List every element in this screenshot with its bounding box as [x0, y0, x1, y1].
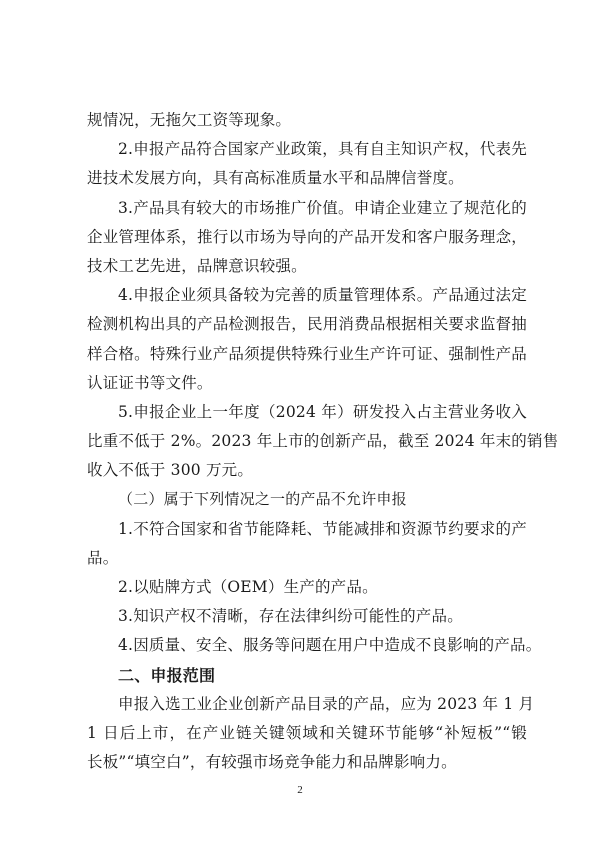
paragraph-line: 认证证书等文件。	[87, 373, 213, 392]
paragraph-line: 收入不低于 300 万元。	[87, 461, 254, 480]
paragraph-line: 2.申报产品符合国家产业政策，具有自主知识产权，代表先	[118, 140, 527, 159]
paragraph-line: 检测机构出具的产品检测报告，民用消费品根据相关要求监督抽	[87, 315, 527, 334]
paragraph-line: 3.知识产权不清晰，存在法律纠纷可能性的产品。	[118, 607, 463, 626]
paragraph-line: 1.不符合国家和省节能降耗、节能减排和资源节约要求的产	[118, 519, 527, 538]
paragraph-line: 长板”“填空白”，有较强市场竞争能力和品牌影响力。	[87, 753, 457, 772]
paragraph-line: 5.申报企业上一年度（2024 年）研发投入占主营业务收入	[118, 402, 527, 421]
paragraph-line: 4.因质量、安全、服务等问题在用户中造成不良影响的产品。	[118, 636, 542, 655]
paragraph-line: 申报入选工业企业创新产品目录的产品，应为 2023 年 1 月	[118, 694, 535, 713]
paragraph-line: 1 日后上市，在产业链关键领域和关键环节能够“补短板”“锻	[87, 723, 527, 742]
paragraph-line: 企业管理体系，推行以市场为导向的产品开发和客户服务理念，	[87, 227, 527, 246]
subsection-heading: （二）属于下列情况之一的产品不允许申报	[118, 490, 407, 509]
paragraph-line: 比重不低于 2%。2023 年上市的创新产品，截至 2024 年末的销售	[87, 432, 559, 451]
paragraph-line: 品。	[87, 548, 119, 567]
paragraph-line: 4.申报企业须具备较为完善的质量管理体系。产品通过法定	[118, 286, 527, 305]
paragraph-line: 技术工艺先进，品牌意识较强。	[87, 256, 307, 275]
paragraph-line: 进技术发展方向，具有高标准质量水平和品牌信誉度。	[87, 169, 464, 188]
section-heading: 二、申报范围	[118, 665, 216, 685]
page-number: 2	[297, 784, 303, 796]
paragraph-line: 规情况，无拖欠工资等现象。	[87, 111, 292, 129]
paragraph-line: 2.以贴牌方式（OEM）生产的产品。	[118, 578, 378, 596]
document-body	[87, 106, 559, 777]
paragraph-line: 样合格。特殊行业产品须提供特殊行业生产许可证、强制性产品	[87, 344, 527, 363]
paragraph-line: 3.产品具有较大的市场推广价值。申请企业建立了规范化的	[118, 198, 527, 217]
